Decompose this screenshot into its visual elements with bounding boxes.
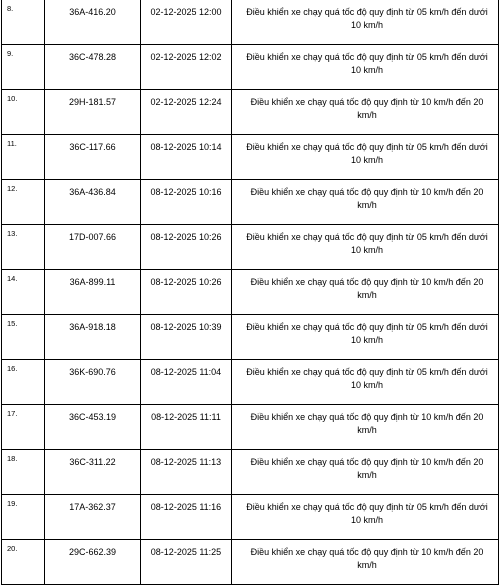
table-row	[2, 405, 499, 450]
table-row	[2, 360, 499, 405]
row-number: 13.	[2, 225, 45, 270]
license-plate: 17D-007.66	[45, 225, 141, 270]
violation-time: 08-12-2025 11:13	[141, 450, 232, 495]
license-plate: 36C-311.22	[45, 450, 141, 495]
row-number: 18.	[2, 450, 45, 495]
table-row	[2, 315, 499, 360]
table-row	[2, 495, 499, 540]
violation-description: Điều khiển xe chạy quá tốc độ quy định từ 05 km/h đến dưới 10 km/h	[232, 135, 499, 180]
row-number: 10.	[2, 90, 45, 135]
row-number: 15.	[2, 315, 45, 360]
violation-time: 08-12-2025 11:25	[141, 540, 232, 585]
violation-time: 08-12-2025 10:16	[141, 180, 232, 225]
violation-description: Điều khiển xe chạy quá tốc độ quy định từ 05 km/h đến dưới 10 km/h	[232, 315, 499, 360]
violation-time: 08-12-2025 10:39	[141, 315, 232, 360]
row-number: 14.	[2, 270, 45, 315]
violation-time: 02-12-2025 12:00	[141, 0, 232, 45]
row-number: 20.	[2, 540, 45, 585]
violation-description: Điều khiển xe chạy quá tốc độ quy định từ 10 km/h đến 20 km/h	[232, 540, 499, 585]
violation-time: 08-12-2025 10:26	[141, 225, 232, 270]
license-plate: 36A-918.18	[45, 315, 141, 360]
violation-description: Điều khiển xe chạy quá tốc độ quy định từ 05 km/h đến dưới 10 km/h	[232, 0, 499, 45]
row-number: 19.	[2, 495, 45, 540]
violation-description: Điều khiển xe chạy quá tốc độ quy định từ 10 km/h đến 20 km/h	[232, 270, 499, 315]
license-plate: 36C-478.28	[45, 45, 141, 90]
license-plate: 36C-453.19	[45, 405, 141, 450]
license-plate: 17A-362.37	[45, 495, 141, 540]
table-row	[2, 450, 499, 495]
table-row	[2, 45, 499, 90]
table-row	[2, 90, 499, 135]
row-number: 17.	[2, 405, 45, 450]
table-row	[2, 225, 499, 270]
violation-time: 08-12-2025 11:16	[141, 495, 232, 540]
license-plate: 36A-416.20	[45, 0, 141, 45]
violation-description: Điều khiển xe chạy quá tốc độ quy định từ 05 km/h đến dưới 10 km/h	[232, 360, 499, 405]
license-plate: 36A-899.11	[45, 270, 141, 315]
table-row	[2, 270, 499, 315]
table-row	[2, 180, 499, 225]
violation-time: 02-12-2025 12:24	[141, 90, 232, 135]
violation-description: Điều khiển xe chạy quá tốc độ quy định từ 05 km/h đến dưới 10 km/h	[232, 45, 499, 90]
table-row	[2, 540, 499, 585]
license-plate: 36K-690.76	[45, 360, 141, 405]
license-plate: 36A-436.84	[45, 180, 141, 225]
license-plate: 29C-662.39	[45, 540, 141, 585]
violation-description: Điều khiển xe chạy quá tốc độ quy định từ 10 km/h đến 20 km/h	[232, 405, 499, 450]
license-plate: 29H-181.57	[45, 90, 141, 135]
violation-description: Điều khiển xe chạy quá tốc độ quy định từ 05 km/h đến dưới 10 km/h	[232, 495, 499, 540]
violation-time: 08-12-2025 11:11	[141, 405, 232, 450]
violation-description: Điều khiển xe chạy quá tốc độ quy định từ 10 km/h đến 20 km/h	[232, 90, 499, 135]
violation-time: 08-12-2025 10:26	[141, 270, 232, 315]
violations-table	[1, 0, 499, 585]
row-number: 16.	[2, 360, 45, 405]
violation-time: 02-12-2025 12:02	[141, 45, 232, 90]
table-row	[2, 135, 499, 180]
table-row	[2, 0, 499, 45]
license-plate: 36C-117.66	[45, 135, 141, 180]
row-number: 9.	[2, 45, 45, 90]
violation-time: 08-12-2025 10:14	[141, 135, 232, 180]
violation-description: Điều khiển xe chạy quá tốc độ quy định từ 05 km/h đến dưới 10 km/h	[232, 225, 499, 270]
row-number: 11.	[2, 135, 45, 180]
row-number: 12.	[2, 180, 45, 225]
row-number: 8.	[2, 0, 45, 45]
violation-time: 08-12-2025 11:04	[141, 360, 232, 405]
violation-description: Điều khiển xe chạy quá tốc độ quy định từ 10 km/h đến 20 km/h	[232, 450, 499, 495]
violation-description: Điều khiển xe chạy quá tốc độ quy định từ 10 km/h đến 20 km/h	[232, 180, 499, 225]
